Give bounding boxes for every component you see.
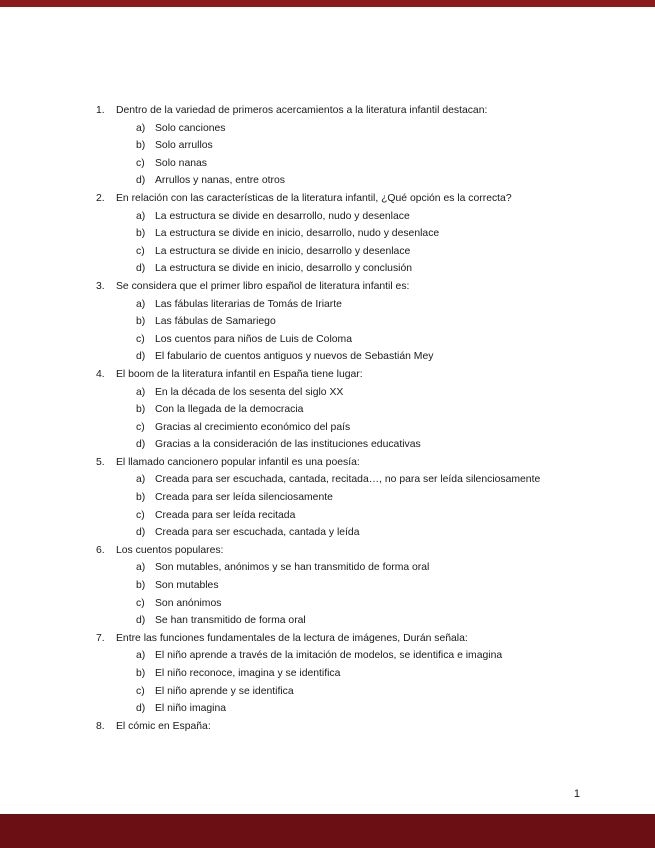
page-number: 1 <box>573 788 580 800</box>
option-text: El niño aprende a través de la imitación de modelos, se identifica e imagina <box>155 650 503 662</box>
option-text: Solo nanas <box>155 157 207 169</box>
question-line <box>0 278 655 296</box>
question-text: El boom de la literatura infantil en España tiene lugar: <box>116 368 363 380</box>
option-item <box>0 436 655 454</box>
question-text: El cómic en España: <box>116 720 211 732</box>
option-letter: a) <box>136 474 146 486</box>
option-text: Creada para ser escuchada, cantada y leída <box>155 527 360 539</box>
option-letter: b) <box>136 668 146 679</box>
question-item <box>0 190 655 278</box>
question-text: El llamado cancionero popular infantil es una poesía: <box>116 456 360 468</box>
option-item <box>0 700 655 718</box>
option-text: La estructura se divide en desarrollo, nudo y desenlace <box>155 210 410 222</box>
option-item <box>0 524 655 542</box>
option-text: El fabulario de cuentos antiguos y nuevos de Sebastián Mey <box>155 351 434 363</box>
option-text: Solo canciones <box>155 122 226 134</box>
option-item <box>0 489 655 507</box>
option-letter: d) <box>136 439 146 451</box>
question-line <box>0 630 655 648</box>
option-letter: c) <box>136 245 145 257</box>
question-item <box>0 542 655 630</box>
question-item <box>0 454 655 542</box>
option-item <box>0 348 655 366</box>
option-item <box>0 647 655 665</box>
option-letter: d) <box>136 263 146 275</box>
option-letter: d) <box>136 175 146 187</box>
option-text: Con la llegada de la democracia <box>155 404 304 416</box>
option-letter: b) <box>136 580 146 592</box>
question-text: Se considera que el primer libro español de literatura infantil es: <box>116 280 410 292</box>
option-item <box>0 137 655 155</box>
option-item <box>0 683 655 701</box>
option-list <box>0 208 655 278</box>
option-item <box>0 471 655 489</box>
option-letter: b) <box>136 316 146 328</box>
option-text: En la década de los sesenta del siglo XX <box>155 386 344 398</box>
option-item <box>0 331 655 349</box>
option-text: Son anónimos <box>155 597 222 609</box>
option-item <box>0 595 655 613</box>
question-line <box>0 718 655 736</box>
option-item <box>0 612 655 630</box>
question-number: 1. <box>96 105 105 116</box>
option-list <box>0 384 655 454</box>
option-item <box>0 313 655 331</box>
question-line <box>0 366 655 384</box>
option-letter: a) <box>136 650 146 662</box>
option-letter: c) <box>136 333 145 345</box>
option-item <box>0 225 655 243</box>
question-line <box>0 542 655 560</box>
option-text: La estructura se divide en inicio, desarrollo y desenlace <box>155 245 411 257</box>
footer-bar <box>0 814 655 848</box>
option-text: Gracias al crecimiento económico del país <box>155 421 351 433</box>
question-line <box>0 102 655 120</box>
option-text: Arrullos y nanas, entre otros <box>155 175 285 187</box>
question-item <box>0 366 655 454</box>
question-list <box>0 102 655 735</box>
question-number: 5. <box>96 456 105 468</box>
question-line <box>0 190 655 208</box>
question-line <box>0 454 655 472</box>
option-text: La estructura se divide en inicio, desarrollo, nudo y desenlace <box>155 228 440 240</box>
option-item <box>0 296 655 314</box>
option-letter: c) <box>136 685 145 697</box>
option-item <box>0 155 655 173</box>
option-item <box>0 665 655 683</box>
option-text: El niño imagina <box>155 703 227 715</box>
question-number: 3. <box>96 280 105 292</box>
question-item <box>0 718 655 736</box>
option-item <box>0 507 655 525</box>
option-item <box>0 172 655 190</box>
option-item <box>0 384 655 402</box>
option-text: Son mutables, anónimos y se han transmitido de forma oral <box>155 562 430 574</box>
option-item <box>0 419 655 437</box>
option-letter: d) <box>136 527 146 539</box>
option-letter: b) <box>136 492 146 504</box>
question-item <box>0 630 655 718</box>
option-list <box>0 120 655 190</box>
option-text: Se han transmitido de forma oral <box>155 615 306 627</box>
option-item <box>0 401 655 419</box>
option-text: Solo arrullos <box>155 140 213 152</box>
option-letter: c) <box>136 157 145 169</box>
option-text: Las fábulas de Samariego <box>155 316 276 328</box>
option-text: Gracias a la consideración de las instituciones educativas <box>155 439 421 451</box>
option-letter: a) <box>136 210 146 222</box>
option-letter: b) <box>136 404 146 416</box>
option-text: Creada para ser leída silenciosamente <box>155 492 333 504</box>
option-letter: d) <box>136 615 146 627</box>
option-text: Los cuentos para niños de Luis de Coloma <box>155 333 352 345</box>
header-bar <box>0 0 655 7</box>
question-number: 4. <box>96 368 105 380</box>
question-text: Los cuentos populares: <box>116 544 224 556</box>
option-letter: d) <box>136 703 146 715</box>
option-letter: c) <box>136 509 145 521</box>
option-list <box>0 647 655 717</box>
option-item <box>0 260 655 278</box>
question-number: 8. <box>96 720 105 732</box>
option-text: El niño aprende y se identifica <box>155 685 294 697</box>
question-text: En relación con las características de la literatura infantil, ¿Qué opción es la correcta? <box>116 192 512 204</box>
option-item <box>0 577 655 595</box>
option-list <box>0 296 655 366</box>
option-item <box>0 208 655 226</box>
option-letter: c) <box>136 597 145 609</box>
option-letter: d) <box>136 351 146 363</box>
option-text: El niño reconoce, imagina y se identifica <box>155 668 341 679</box>
question-text: Dentro de la variedad de primeros acercamientos a la literatura infantil destacan: <box>116 105 488 116</box>
option-letter: c) <box>136 421 145 433</box>
question-item <box>0 102 655 190</box>
option-item <box>0 559 655 577</box>
question-text: Entre las funciones fundamentales de la lectura de imágenes, Durán señala: <box>116 632 468 644</box>
question-number: 6. <box>96 544 105 556</box>
option-item <box>0 120 655 138</box>
option-list <box>0 559 655 629</box>
option-text: Creada para ser leída recitada <box>155 509 296 521</box>
question-number: 7. <box>96 632 105 644</box>
option-list <box>0 471 655 541</box>
option-text: La estructura se divide en inicio, desarrollo y conclusión <box>155 263 413 275</box>
option-letter: a) <box>136 122 146 134</box>
option-text: Creada para ser escuchada, cantada, recitada…, no para ser leída silenciosamente <box>155 474 541 486</box>
option-letter: a) <box>136 386 146 398</box>
question-item <box>0 278 655 366</box>
option-letter: b) <box>136 140 146 152</box>
option-letter: a) <box>136 562 146 574</box>
option-text: Son mutables <box>155 580 219 592</box>
option-letter: a) <box>136 298 146 310</box>
question-number: 2. <box>96 192 105 204</box>
option-item <box>0 243 655 261</box>
option-text: Las fábulas literarias de Tomás de Iriarte <box>155 298 342 310</box>
option-letter: b) <box>136 228 146 240</box>
